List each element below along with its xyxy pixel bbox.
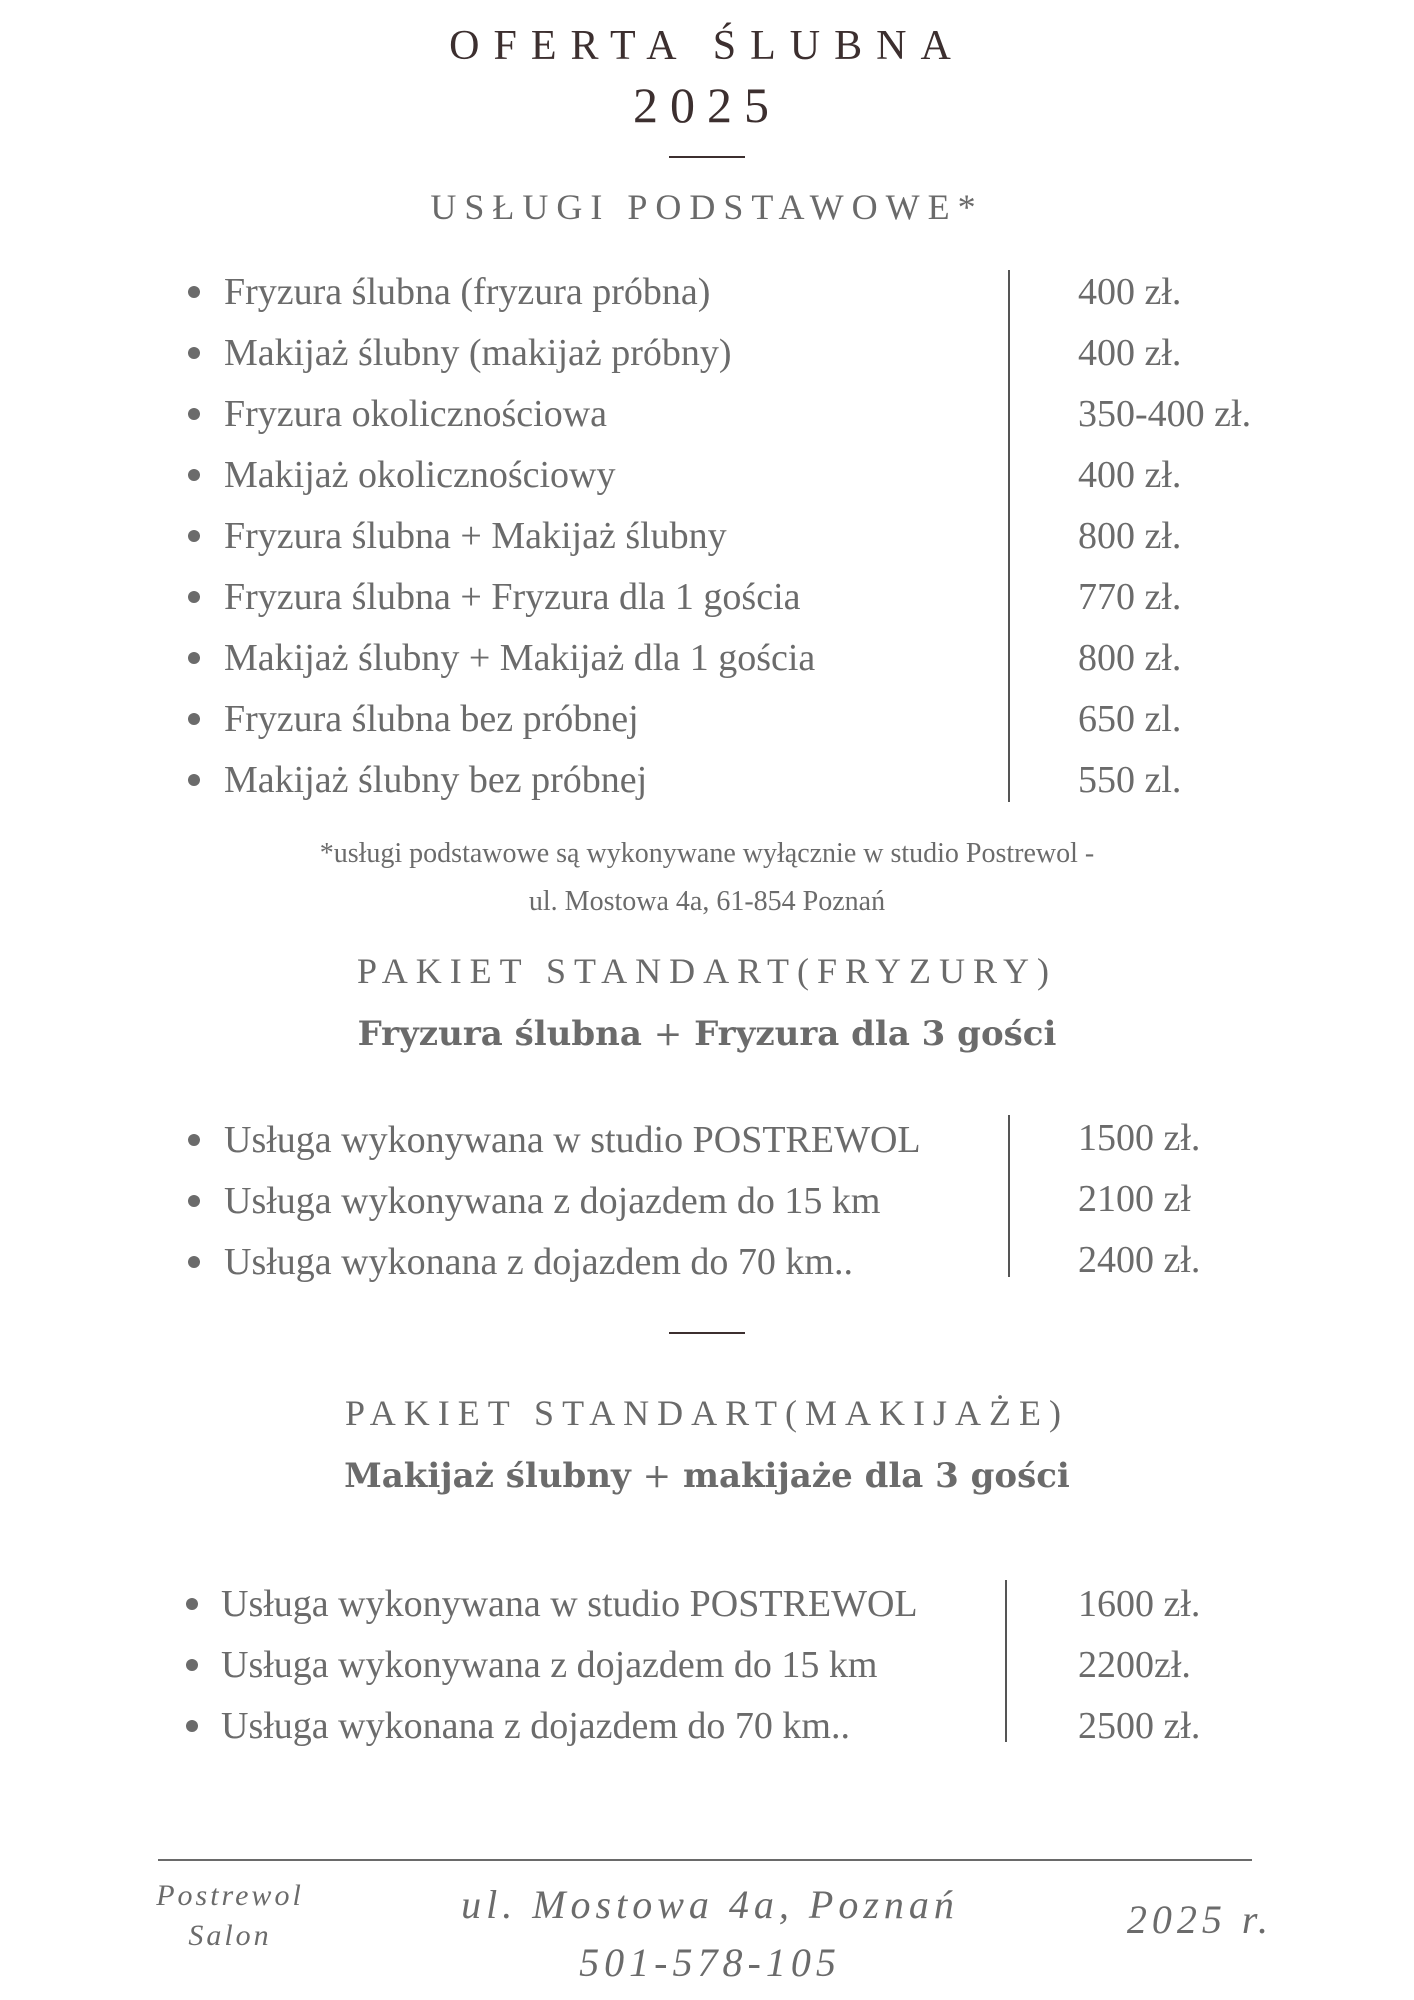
makeup-package-subtitle [0,1456,1414,1496]
studio-note [0,830,1414,926]
hair-package-heading: PAKIET STANDART(FRYZURY) [356,951,1058,991]
service-name: Usługa wykonywana w studio POSTREWOL [224,1119,921,1161]
service-price: 400 zł. [1078,332,1182,374]
list-item [0,1574,1414,1634]
service-price: 350-400 zł. [1078,393,1252,435]
note-line: ul. Mostowa 4a, 61-854 Poznań [528,886,886,917]
service-name: Usługa wykonywana z dojazdem do 15 km [224,1180,881,1222]
makeup-package-heading: PAKIET STANDART(MAKIJAŻE) [345,1393,1069,1433]
service-price: 400 zł. [1078,271,1182,313]
service-price: 550 zl. [1078,759,1182,801]
bullet-icon [188,1134,200,1146]
list-item [0,567,1414,627]
service-name: Fryzura okolicznościowa [224,393,608,435]
bullet-icon [188,1256,200,1268]
subtitle-part: makijaże dla 3 gości [682,1456,1070,1496]
service-name: Fryzura ślubna (fryzura próbna) [224,271,711,313]
list-item [0,1232,1414,1292]
service-price: 800 zł. [1078,515,1182,557]
list-item [0,1171,1414,1231]
bullet-icon [188,469,200,481]
service-name: Fryzura ślubna + Makijaż ślubny [224,515,727,557]
list-item [0,323,1414,383]
list-item [0,689,1414,749]
bullet-icon [188,713,200,725]
bullet-icon [188,591,200,603]
footer-divider [158,1859,1252,1861]
list-item [0,384,1414,444]
bullet-icon [186,1598,198,1610]
service-price: 2500 zł. [1078,1705,1201,1747]
bullet-icon [188,774,200,786]
phone-number: 501-578-105 [579,1940,841,1985]
list-item [0,750,1414,810]
service-name: Makijaż ślubny (makijaż próbny) [224,332,732,374]
divider [669,156,745,158]
list-item [0,506,1414,566]
bullet-icon [188,652,200,664]
bullet-icon [188,530,200,542]
service-price: 400 zł. [1078,454,1182,496]
service-name: Makijaż ślubny bez próbnej [224,759,648,801]
bullet-icon [186,1720,198,1732]
bullet-icon [188,286,200,298]
page-title: OFERTA ŚLUBNA [449,23,965,69]
service-price: 770 zł. [1078,576,1182,618]
list-item [0,628,1414,688]
service-price: 650 zl. [1078,698,1182,740]
hair-package-subtitle [0,1014,1414,1054]
address: ul. Mostowa 4a, Poznań [461,1882,959,1927]
list-item [0,445,1414,505]
service-price: 800 zł. [1078,637,1182,679]
page-year: 2025 [633,77,781,133]
service-name: Makijaż ślubny + Makijaż dla 1 gościa [224,637,816,679]
service-price: 2100 zł [1078,1178,1191,1220]
service-name: Usługa wykonana z dojazdem do 70 km.. [224,1241,853,1283]
basic-services-heading: USŁUGI PODSTAWOWE* [430,187,984,227]
list-item [0,1635,1414,1695]
bullet-icon [188,408,200,420]
salon-name-line: Salon [188,1919,272,1952]
footer-year: 2025 r. [1126,1897,1274,1942]
service-name: Usługa wykonywana w studio POSTREWOL [221,1583,918,1625]
list-item [0,1696,1414,1756]
subtitle-part: Fryzura dla 3 gości [694,1014,1057,1054]
service-price: 1600 zł. [1078,1583,1201,1625]
service-name: Usługa wykonywana z dojazdem do 15 km [221,1644,878,1686]
list-item [0,1110,1414,1170]
service-price: 1500 zł. [1078,1117,1201,1159]
service-name: Fryzura ślubna + Fryzura dla 1 gościa [224,576,801,618]
salon-name-line: Postrewol [156,1879,304,1912]
bullet-icon [186,1659,198,1671]
list-item [0,262,1414,322]
subtitle-part: Fryzura ślubna [357,1014,642,1054]
service-name: Makijaż okolicznościowy [224,454,616,496]
bullet-icon [188,347,200,359]
service-name: Usługa wykonana z dojazdem do 70 km.. [221,1705,850,1747]
plus-sign: + [653,1014,683,1054]
service-price: 2400 zł. [1078,1239,1201,1281]
subtitle-part: Makijaż ślubny [344,1456,631,1496]
service-name: Fryzura ślubna bez próbnej [224,698,639,740]
contact-block [380,1876,1040,1992]
plus-sign: + [642,1456,672,1496]
note-line: *usługi podstawowe są wykonywane wyłącznie w studio Postrewol - [319,838,1095,869]
salon-name [150,1876,310,1956]
service-price: 2200zł. [1078,1644,1191,1686]
bullet-icon [188,1195,200,1207]
divider [669,1332,745,1334]
